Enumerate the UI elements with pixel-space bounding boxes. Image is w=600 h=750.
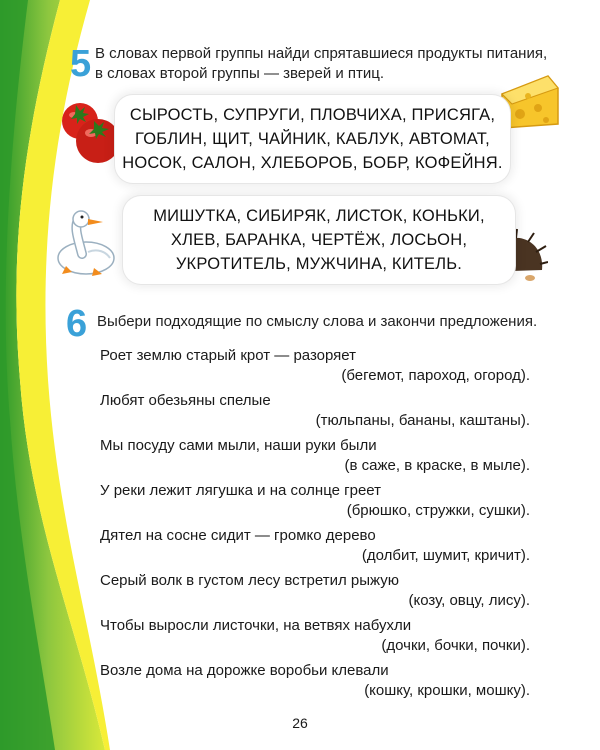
word-group-1-line: ГОБЛИН, ЩИТ, ЧАЙНИК, КАБЛУК, АВТОМАТ, [135, 130, 490, 148]
task-6-instruction: Выбери подходящие по смыслу слова и закончи предложения. [97, 313, 538, 330]
duck-icon [48, 208, 120, 280]
sentence-text: Возле дома на дорожке воробьи клевали [100, 662, 389, 679]
task-5-instruction [95, 44, 565, 84]
sentence-5 [100, 526, 530, 566]
sentence-options: (дочки, бочки, почки). [381, 637, 530, 654]
word-group-1-line: СЫРОСТЬ, СУПРУГИ, ПЛОВЧИХА, ПРИСЯГА, [129, 106, 496, 124]
word-group-1-box [115, 95, 510, 183]
sentence-3 [100, 436, 530, 476]
sentence-options: (в саже, в краске, в мыле). [344, 457, 530, 474]
task-5-number: 5 [70, 43, 92, 85]
sentence-text: Мы посуду сами мыли, наши руки были [100, 437, 377, 454]
word-group-2-line: ХЛЕВ, БАРАНКА, ЧЕРТЁЖ, ЛОСЬОН, [170, 231, 468, 249]
task-6-number: 6 [66, 303, 88, 345]
sentence-4 [100, 481, 530, 521]
sentence-6 [100, 571, 530, 611]
sentence-7 [100, 616, 530, 656]
word-group-2-line: УКРОТИТЕЛЬ, МУЖЧИНА, КИТЕЛЬ. [175, 255, 463, 273]
sentence-options: (бегемот, пароход, огород). [341, 367, 530, 384]
word-group-2-line: МИШУТКА, СИБИРЯК, ЛИСТОК, КОНЬКИ, [153, 207, 485, 225]
page-number: 26 [292, 715, 308, 731]
sentence-2 [100, 391, 530, 431]
word-group-1-line: НОСОК, САЛОН, ХЛЕБОРОБ, БОБР, КОФЕЙНЯ. [122, 154, 503, 172]
sentence-text: Любят обезьяны спелые [100, 392, 271, 409]
sentence-options: (кошку, крошки, мошку). [364, 682, 530, 699]
sentence-1 [100, 346, 530, 386]
sentence-text: Дятел на сосне сидит — громко дерево [100, 527, 376, 544]
sentence-text: У реки лежит лягушка и на солнце греет [100, 482, 382, 499]
sentence-options: (козу, овцу, лису). [408, 592, 530, 609]
sentence-text: Чтобы выросли листочки, на ветвях набухли [100, 617, 412, 634]
task-5-instruction-line1: В словах первой группы найди спрятавшиеся продукты питания, [95, 45, 548, 62]
sentence-options: (тюльпаны, бананы, каштаны). [315, 412, 530, 429]
sentence-options: (долбит, шумит, кричит). [361, 547, 530, 564]
task-5-instruction-line2: в словах второй группы — зверей и птиц. [95, 65, 385, 82]
sentence-8 [100, 661, 530, 701]
word-group-2-box [123, 196, 515, 284]
sentence-options: (брюшко, стружки, сушки). [346, 502, 530, 519]
sentence-text: Серый волк в густом лесу встретил рыжую [100, 572, 399, 589]
sentence-text: Роет землю старый крот — разоряет [100, 347, 357, 364]
